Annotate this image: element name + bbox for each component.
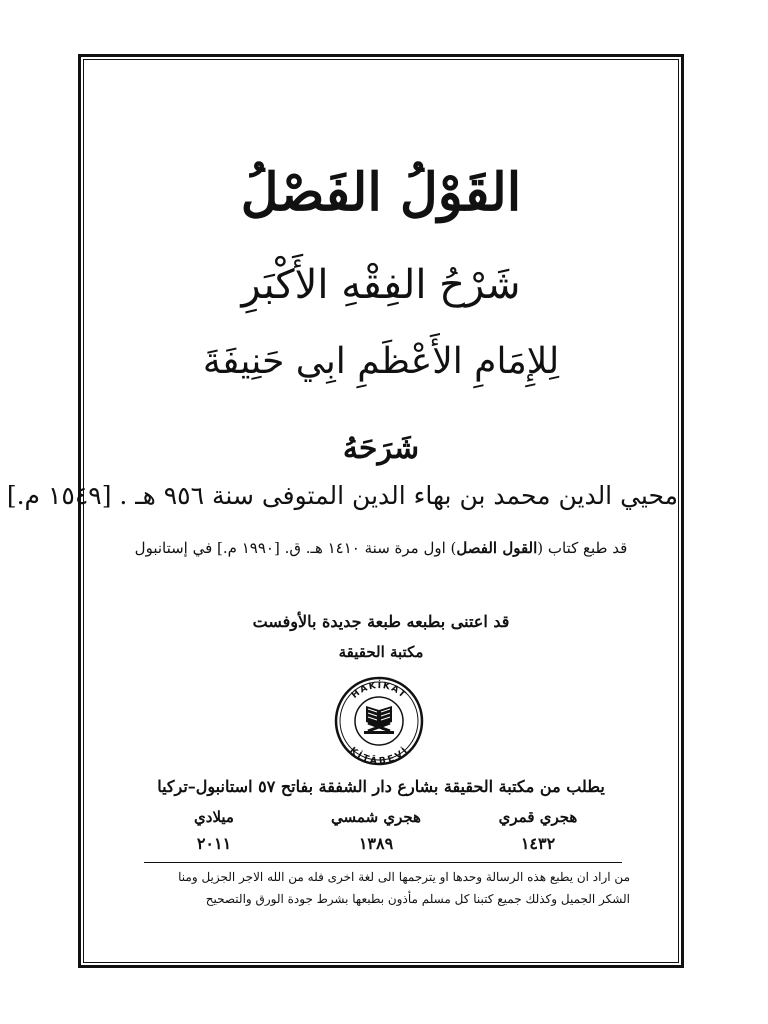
seal-text-bottom: KİTÂBEVİ <box>347 745 411 766</box>
commentator-name: محيي الدين محمد بن بهاء الدين المتوفى سنة ٩٥٦ هـ . [١٥٤٩ م.] <box>6 481 678 510</box>
first-print-note <box>84 534 678 562</box>
author-line: لِلإِمَامِ الأَعْظَمِ ابِي حَنِيفَةَ <box>202 341 560 382</box>
date-value: ١٤٣٢ <box>520 834 556 853</box>
publication-dates <box>144 804 608 858</box>
date-hijri-lunar <box>468 804 608 858</box>
footnote-line: من اراد ان يطبع هذه الرسالة وحدها او يترجمها الى لغة اخرى فله من الله الاجر الجزيل ومنا <box>178 870 630 884</box>
date-label: ميلادي <box>194 808 234 826</box>
first-print-book-name: القول الفصل <box>456 539 538 557</box>
date-value: ١٣٨٩ <box>358 834 394 853</box>
seal-text-top: HAKİKAT <box>349 680 409 701</box>
publisher-address: يطلب من مكتبة الحقيقة بشارع دار الشفقة بفاتح ٥٧ استانبول–تركيا <box>157 777 605 796</box>
book-title: القَوْلُ الفَصْلُ <box>240 162 522 223</box>
offset-print-note: قد اعتنى بطبعه طبعة جديدة بالأوفست <box>252 612 510 631</box>
date-hijri-solar <box>306 804 446 858</box>
book-stand-icon <box>364 706 394 734</box>
hakikat-kitabevi-seal-icon <box>324 676 434 766</box>
footnote <box>132 866 630 910</box>
book-subtitle: شَرْحُ الفِقْهِ الأَكْبَرِ <box>241 262 521 308</box>
date-label: هجري قمري <box>498 808 578 826</box>
date-label: هجري شمسي <box>331 808 421 826</box>
first-print-suffix: ) اول مرة سنة ١٤١٠ هـ. ق. [١٩٩٠ م.] في إستانبول <box>134 539 457 557</box>
commentary-label: شَرَحَهُ <box>342 431 420 466</box>
date-gregorian <box>144 804 284 858</box>
title-page <box>6 60 678 962</box>
first-print-prefix: قد طبع كتاب ( <box>537 539 628 557</box>
footnote-divider <box>144 862 622 863</box>
footnote-line: الشكر الجميل وكذلك جميع كتبنا كل مسلم مأذون بطبعها بشرط جودة الورق والتصحيح <box>205 892 630 906</box>
date-value: ٢٠١١ <box>196 834 232 853</box>
publisher-name: مكتبة الحقيقة <box>338 643 424 661</box>
